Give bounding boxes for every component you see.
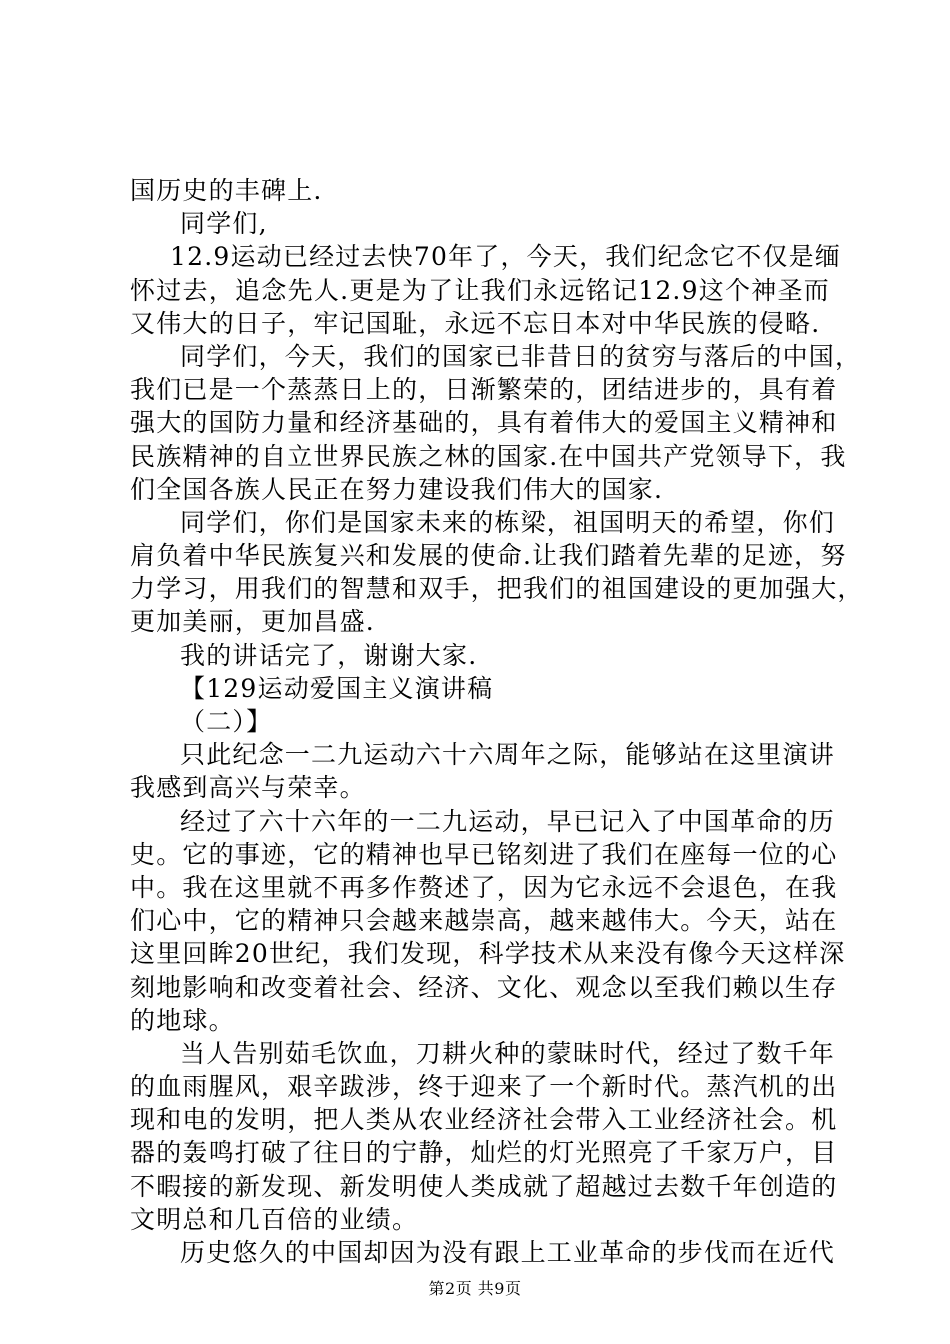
document-body bbox=[130, 174, 864, 1269]
text-line: 国历史的丰碑上. bbox=[130, 176, 323, 205]
text-line: 肩负着中华民族复兴和发展的使命.让我们踏着先辈的足迹，努 bbox=[130, 541, 847, 571]
text-line: 我感到高兴与荣幸。 bbox=[130, 773, 366, 803]
text-line: 只此纪念一二九运动六十六周年之际，能够站在这里演讲 bbox=[180, 740, 836, 770]
page-number-footer: 第2页 共9页 bbox=[428, 1279, 522, 1298]
text-line: 历史悠久的中国却因为没有跟上工业革命的步伐而在近代 bbox=[180, 1238, 836, 1267]
text-line: 当人告别茹毛饮血，刀耕火种的蒙昧时代，经过了数千年 bbox=[180, 1038, 836, 1068]
text-line: 我的讲话完了，谢谢大家. bbox=[180, 640, 478, 670]
text-line: 器的轰鸣打破了往日的宁静，灿烂的灯光照亮了千家万户，目 bbox=[130, 1138, 838, 1168]
text-line: 史。它的事迹，它的精神也早已铭刻进了我们在座每一位的心 bbox=[130, 839, 838, 869]
text-line: 中。我在这里就不再多作赘述了，因为它永远不会退色，在我 bbox=[130, 872, 838, 902]
text-line: 怀过去，追念先人.更是为了让我们永远铭记12.9这个神圣而 bbox=[130, 275, 830, 305]
text-line: 的血雨腥风，艰辛跋涉，终于迎来了一个新时代。蒸汽机的出 bbox=[130, 1072, 838, 1102]
text-line: 力学习，用我们的智慧和双手，把我们的祖国建设的更加强大， bbox=[130, 574, 864, 604]
text-line: 不暇接的新发现、新发明使人类成就了超越过去数千年创造的 bbox=[130, 1171, 838, 1201]
text-line: 【129运动爱国主义演讲稿 bbox=[180, 673, 494, 703]
text-line: 同学们, bbox=[180, 209, 268, 239]
text-line: 民族精神的自立世界民族之林的国家.在中国共产党领导下，我 bbox=[130, 441, 847, 471]
text-line: （二）】 bbox=[180, 707, 273, 736]
text-line: 12.9运动已经过去快70年了，今天，我们纪念它不仅是缅 bbox=[170, 242, 842, 272]
text-line: 刻地影响和改变着社会、经济、文化、观念以至我们赖以生存 bbox=[130, 972, 838, 1002]
text-line: 现和电的发明，把人类从农业经济社会带入工业经济社会。机 bbox=[130, 1105, 838, 1135]
text-line: 这里回眸20世纪，我们发现，科学技术从来没有像今天这样深 bbox=[130, 939, 846, 969]
text-line: 同学们，今天，我们的国家已非昔日的贫穷与落后的中国， bbox=[180, 341, 862, 371]
text-line: 更加美丽，更加昌盛. bbox=[130, 607, 375, 637]
text-line: 又伟大的日子，牢记国耻，永远不忘日本对中华民族的侵略. bbox=[130, 308, 821, 338]
text-line: 我们已是一个蒸蒸日上的，日渐繁荣的，团结进步的，具有着 bbox=[130, 375, 838, 405]
text-line: 们全国各族人民正在努力建设我们伟大的国家. bbox=[130, 474, 664, 504]
text-line: 文明总和几百倍的业绩。 bbox=[130, 1204, 419, 1234]
text-line: 的地球。 bbox=[130, 1005, 235, 1035]
text-line: 强大的国防力量和经济基础的，具有着伟大的爱国主义精神和 bbox=[130, 408, 838, 438]
text-line: 们心中，它的精神只会越来越崇高，越来越伟大。今天，站在 bbox=[130, 906, 838, 936]
text-line: 经过了六十六年的一二九运动，早已记入了中国革命的历 bbox=[180, 806, 836, 836]
text-line: 同学们，你们是国家未来的栋梁，祖国明天的希望，你们 bbox=[180, 507, 836, 537]
